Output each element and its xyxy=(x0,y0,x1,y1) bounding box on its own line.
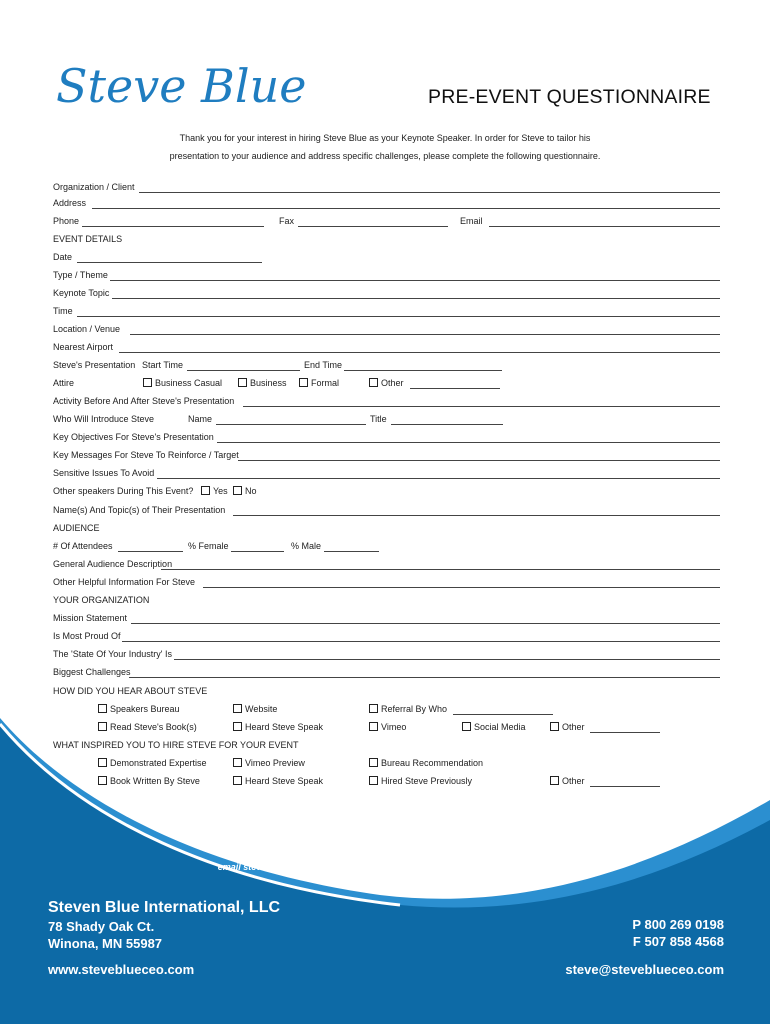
speakers-yes-label: Yes xyxy=(213,486,228,496)
footer-fax: F 507 858 4568 xyxy=(632,934,724,949)
mission-field[interactable] xyxy=(131,623,720,624)
organization-label: Organization / Client xyxy=(53,182,135,192)
heard-speak-label: Heard Steve Speak xyxy=(245,722,324,732)
website-option[interactable] xyxy=(233,704,277,714)
start-time-field[interactable] xyxy=(187,370,300,371)
referral-option[interactable] xyxy=(369,704,447,714)
names-topics-row xyxy=(53,505,720,519)
phone-field[interactable] xyxy=(82,226,264,227)
speakers-yes-option[interactable] xyxy=(201,486,228,496)
attire-other-option[interactable] xyxy=(369,378,404,388)
activity-row xyxy=(53,396,720,410)
speakers-no-label: No xyxy=(245,486,257,496)
introducer-label: Who Will Introduce Steve xyxy=(53,414,155,424)
mission-label: Mission Statement xyxy=(53,613,128,623)
social-media-option[interactable] xyxy=(462,722,526,732)
airport-label: Nearest Airport xyxy=(53,342,114,352)
email-field[interactable] xyxy=(489,226,720,227)
email-label: Email xyxy=(460,216,483,226)
how-hear-heading: HOW DID YOU HEAR ABOUT STEVE xyxy=(53,686,208,696)
attendees-label: # Of Attendees xyxy=(53,541,113,551)
time-row xyxy=(53,306,720,320)
vimeo-checkbox[interactable] xyxy=(369,722,378,731)
inspired-other-checkbox[interactable] xyxy=(550,776,559,785)
bureau-rec-checkbox[interactable] xyxy=(369,758,378,767)
male-label: % Male xyxy=(291,541,322,551)
website-checkbox[interactable] xyxy=(233,704,242,713)
company-name: Steven Blue International, LLC xyxy=(48,899,281,916)
hear-other-option[interactable] xyxy=(550,722,585,732)
proud-label: Is Most Proud Of xyxy=(53,631,121,641)
attire-label: Attire xyxy=(53,378,75,388)
speakers-no-checkbox[interactable] xyxy=(233,486,242,495)
general-audience-field[interactable] xyxy=(161,569,720,570)
type-theme-row xyxy=(53,270,720,284)
book-written-label: Book Written By Steve xyxy=(110,776,200,786)
attire-row xyxy=(53,378,720,392)
attendees-field[interactable] xyxy=(118,551,183,552)
inspired-other-label: Other xyxy=(562,776,585,786)
speakers-bureau-option[interactable] xyxy=(98,704,180,714)
business-casual-checkbox[interactable] xyxy=(143,378,152,387)
contact-row xyxy=(53,216,720,230)
airport-row xyxy=(53,342,720,356)
proud-field[interactable] xyxy=(122,641,720,642)
female-label: % Female xyxy=(188,541,229,551)
event-details-heading: EVENT DETAILS xyxy=(53,234,123,244)
heard-speak-2-checkbox[interactable] xyxy=(233,776,242,785)
type-theme-label: Type / Theme xyxy=(53,270,108,280)
address-row xyxy=(53,198,720,212)
introducer-name-label: Name xyxy=(188,414,213,424)
time-label: Time xyxy=(53,306,73,316)
speakers-no-option[interactable] xyxy=(233,486,257,496)
attire-other-field[interactable] xyxy=(410,388,500,389)
referral-label: Referral By Who xyxy=(381,704,448,714)
footer-email[interactable]: steve@steveblueceo.com xyxy=(565,962,724,977)
inspired-other-field[interactable] xyxy=(590,786,660,787)
other-speakers-row xyxy=(53,486,720,500)
time-field[interactable] xyxy=(77,316,720,317)
inspired-row-2 xyxy=(53,776,720,790)
logo-text: Steve Blue xyxy=(56,59,307,113)
female-field[interactable] xyxy=(231,551,284,552)
formal-checkbox[interactable] xyxy=(299,378,308,387)
vimeo-preview-option[interactable] xyxy=(233,758,305,768)
messages-label: Key Messages For Steve To Reinforce / Target xyxy=(53,450,239,460)
hear-other-checkbox[interactable] xyxy=(550,722,559,731)
objectives-row xyxy=(53,432,720,446)
phone-label: Phone xyxy=(53,216,80,226)
attendees-row xyxy=(53,541,720,555)
your-organization-heading: YOUR ORGANIZATION xyxy=(53,595,150,605)
hear-other-label: Other xyxy=(562,722,585,732)
demonstrated-label: Demonstrated Expertise xyxy=(110,758,207,768)
names-topics-label: Name(s) And Topic(s) of Their Presentation xyxy=(53,505,226,515)
other-helpful-field[interactable] xyxy=(203,587,720,588)
formal-option[interactable] xyxy=(299,378,339,388)
organization-field[interactable] xyxy=(139,192,720,193)
address-field[interactable] xyxy=(92,208,720,209)
date-label: Date xyxy=(53,252,73,262)
read-books-option[interactable] xyxy=(98,722,197,732)
introducer-title-field[interactable] xyxy=(391,424,503,425)
book-written-checkbox[interactable] xyxy=(98,776,107,785)
hired-prev-checkbox[interactable] xyxy=(369,776,378,785)
challenges-label: Biggest Challenges xyxy=(53,667,131,677)
business-casual-label: Business Casual xyxy=(155,378,223,388)
what-inspired-heading: WHAT INSPIRED YOU TO HIRE STEVE FOR YOUR EVENT xyxy=(53,740,299,750)
state-industry-row xyxy=(53,649,720,663)
business-option[interactable] xyxy=(238,378,287,388)
date-field[interactable] xyxy=(77,262,262,263)
end-time-field[interactable] xyxy=(344,370,502,371)
social-media-label: Social Media xyxy=(474,722,526,732)
referral-field[interactable] xyxy=(453,714,553,715)
footer-phone: P 800 269 0198 xyxy=(632,917,724,932)
intro-line-2: presentation to your audience and address specific challenges, please complete the following questionnaire. xyxy=(169,151,601,161)
location-row xyxy=(53,324,720,338)
speakers-yes-checkbox[interactable] xyxy=(201,486,210,495)
challenges-field[interactable] xyxy=(129,677,720,678)
read-books-label: Read Steve's Book(s) xyxy=(110,722,197,732)
presentation-label: Steve's Presentation xyxy=(53,360,136,370)
type-theme-field[interactable] xyxy=(110,280,720,281)
location-field[interactable] xyxy=(130,334,720,335)
activity-field[interactable] xyxy=(243,406,720,407)
names-topics-field[interactable] xyxy=(233,515,720,516)
activity-label: Activity Before And After Steve's Presentation xyxy=(53,396,235,406)
other-helpful-row xyxy=(53,577,720,591)
book-written-option[interactable] xyxy=(98,776,200,786)
date-row xyxy=(53,252,720,266)
sensitive-field[interactable] xyxy=(157,478,720,479)
vimeo-option[interactable] xyxy=(369,722,406,732)
city-address: Winona, MN 55987 xyxy=(48,936,163,951)
bureau-rec-label: Bureau Recommendation xyxy=(381,758,484,768)
bureau-rec-option[interactable] xyxy=(369,758,483,768)
proud-row xyxy=(53,631,720,645)
objectives-label: Key Objectives For Steve's Presentation xyxy=(53,432,214,442)
fax-field[interactable] xyxy=(298,226,448,227)
heard-speak-option[interactable] xyxy=(233,722,323,732)
how-hear-row-2 xyxy=(53,722,720,736)
inspired-other-option[interactable] xyxy=(550,776,585,786)
fax-label: Fax xyxy=(279,216,295,226)
keynote-topic-label: Keynote Topic xyxy=(53,288,110,298)
return-line-1: Please return your completed Questionnaire to Steve by: xyxy=(263,844,507,854)
intro-line-1: Thank you for your interest in hiring Steve Blue as your Keynote Speaker. In order for Steve to tailor his xyxy=(179,133,591,143)
introducer-title-label: Title xyxy=(370,414,387,424)
address-label: Address xyxy=(53,198,87,208)
hired-prev-option[interactable] xyxy=(369,776,472,786)
state-industry-field[interactable] xyxy=(174,659,720,660)
steve-blue-logo xyxy=(54,50,314,120)
vimeo-preview-checkbox[interactable] xyxy=(233,758,242,767)
website-label: Website xyxy=(245,704,278,714)
keynote-topic-field[interactable] xyxy=(112,298,720,299)
inspired-row-1 xyxy=(53,758,720,772)
hired-prev-label: Hired Steve Previously xyxy=(381,776,473,786)
other-helpful-label: Other Helpful Information For Steve xyxy=(53,577,196,587)
read-books-checkbox[interactable] xyxy=(98,722,107,731)
business-checkbox[interactable] xyxy=(238,378,247,387)
sensitive-row xyxy=(53,468,720,482)
vimeo-preview-label: Vimeo Preview xyxy=(245,758,305,768)
return-line-2: email steve@steveblueceo.com fax 507.858.4568 or mail to the address below. xyxy=(217,862,553,872)
messages-field[interactable] xyxy=(238,460,720,461)
general-audience-label: General Audience Description xyxy=(53,559,173,569)
other-speakers-label: Other speakers During This Event? xyxy=(53,486,194,496)
heard-speak-2-label: Heard Steve Speak xyxy=(245,776,324,786)
presentation-time-row xyxy=(53,360,720,374)
airport-field[interactable] xyxy=(119,352,720,353)
start-time-label: Start Time xyxy=(142,360,184,370)
hear-other-field[interactable] xyxy=(590,732,660,733)
formal-label: Formal xyxy=(311,378,340,388)
sensitive-label: Sensitive Issues To Avoid xyxy=(53,468,155,478)
audience-heading: AUDIENCE xyxy=(53,523,100,533)
objectives-field[interactable] xyxy=(217,442,720,443)
how-hear-row-1 xyxy=(53,704,720,718)
messages-row xyxy=(53,450,720,464)
speakers-bureau-checkbox[interactable] xyxy=(98,704,107,713)
demonstrated-option[interactable] xyxy=(98,758,207,768)
heard-speak-2-option[interactable] xyxy=(233,776,323,786)
demonstrated-checkbox[interactable] xyxy=(98,758,107,767)
general-audience-row xyxy=(53,559,720,573)
keynote-topic-row xyxy=(53,288,720,302)
end-time-label: End Time xyxy=(304,360,343,370)
referral-checkbox[interactable] xyxy=(369,704,378,713)
location-label: Location / Venue xyxy=(53,324,121,334)
attire-other-label: Other xyxy=(381,378,404,388)
website-link[interactable]: www.steveblueceo.com xyxy=(48,962,195,977)
mission-row xyxy=(53,613,720,627)
business-label: Business xyxy=(250,378,287,388)
challenges-row xyxy=(53,667,720,681)
heard-speak-checkbox[interactable] xyxy=(233,722,242,731)
state-industry-label: The 'State Of Your Industry' Is xyxy=(53,649,172,659)
speakers-bureau-label: Speakers Bureau xyxy=(110,704,180,714)
street-address: 78 Shady Oak Ct. xyxy=(48,919,155,934)
social-media-checkbox[interactable] xyxy=(462,722,471,731)
male-field[interactable] xyxy=(324,551,379,552)
vimeo-label: Vimeo xyxy=(381,722,407,732)
organization-row xyxy=(53,182,720,196)
attire-other-checkbox[interactable] xyxy=(369,378,378,387)
introducer-name-field[interactable] xyxy=(216,424,366,425)
business-casual-option[interactable] xyxy=(143,378,222,388)
introducer-row xyxy=(53,414,720,428)
page-title: PRE-EVENT QUESTIONNAIRE xyxy=(428,86,711,108)
